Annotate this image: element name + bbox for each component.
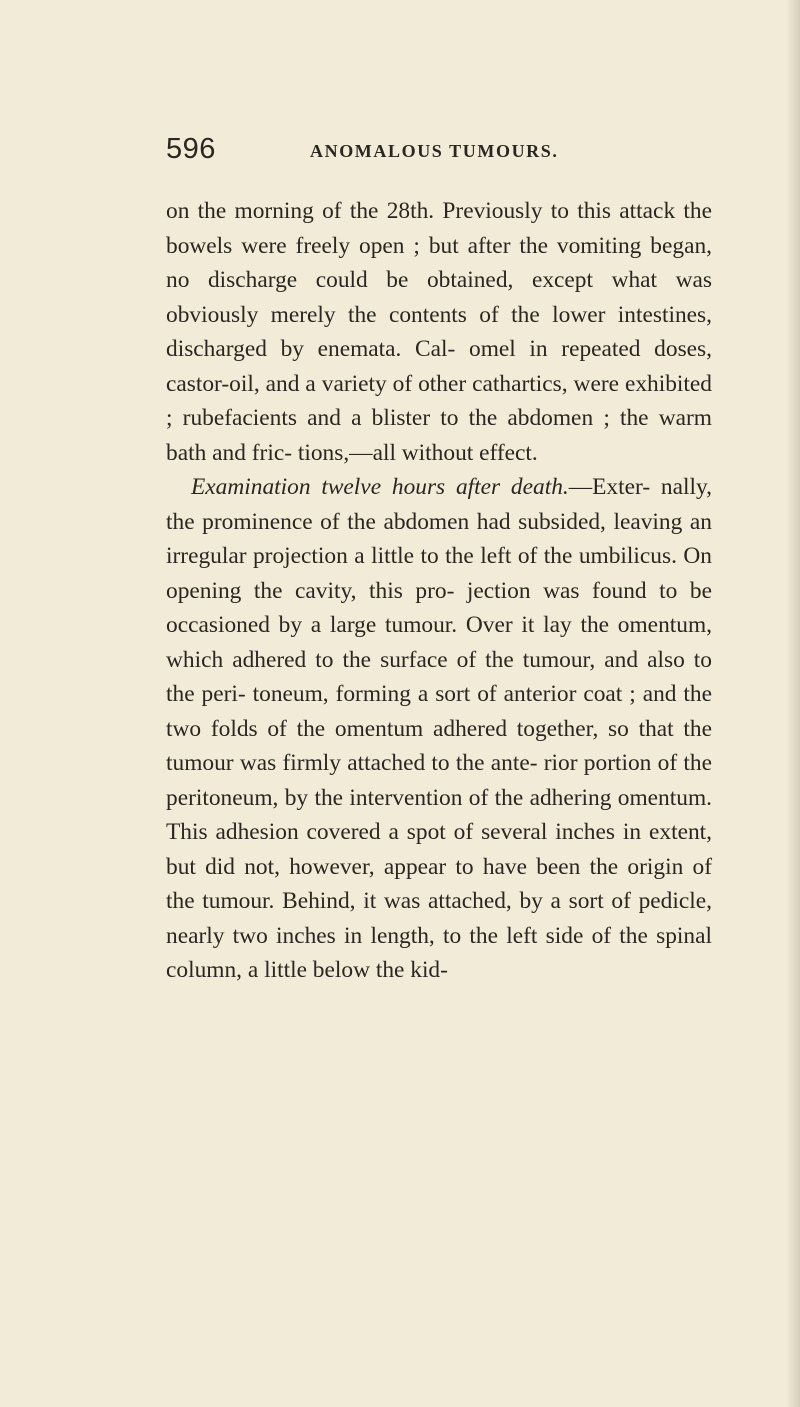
running-head: ANOMALOUS TUMOURS.: [310, 141, 559, 161]
page-number: 596: [166, 133, 216, 165]
body-text: [166, 194, 712, 988]
paragraph-2: [166, 470, 712, 988]
paragraph-2-text: —Exter- nally, the prominence of the abdomen had subsided, leaving an irregular projection a little to the left of the umbilicus. On opening the cavity, this pro- jection was found to be occasioned by a large tumour. Over it lay the omentum, which adhered to the surface of the tumour, and also to the peri- toneum, forming a sort of anterior coat ; and the two folds of the omentum adhered together, so that the tumour was firmly attached to the ante- rior portion of the peritoneum, by the intervention of the adhering omentum. This adhesion covered a spot of several inches in extent, but did not, however, appear to have been the origin of the tumour. Behind, it was attached, by a sort of pedicle, nearly two inches in length, to the left side of the spinal column, a little below the kid-: [166, 474, 713, 983]
section-heading-examination: Examination twelve hours after death.: [191, 474, 569, 500]
page-header: [166, 133, 596, 167]
paragraph-1: on the morning of the 28th. Previously to this attack the bowels were freely open ; but after the vomiting began, no discharge could be obtained, except what was obviously merely the contents of the lower intestines, discharged by enemata. Cal- omel in repeated doses, castor-oil, and a variety of other cathartics, were exhibited ; rubefacients and a blister to the abdomen ; the warm bath and fric- tions,—all without effect.: [166, 198, 712, 466]
page-edge-shadow: [786, 0, 800, 1407]
